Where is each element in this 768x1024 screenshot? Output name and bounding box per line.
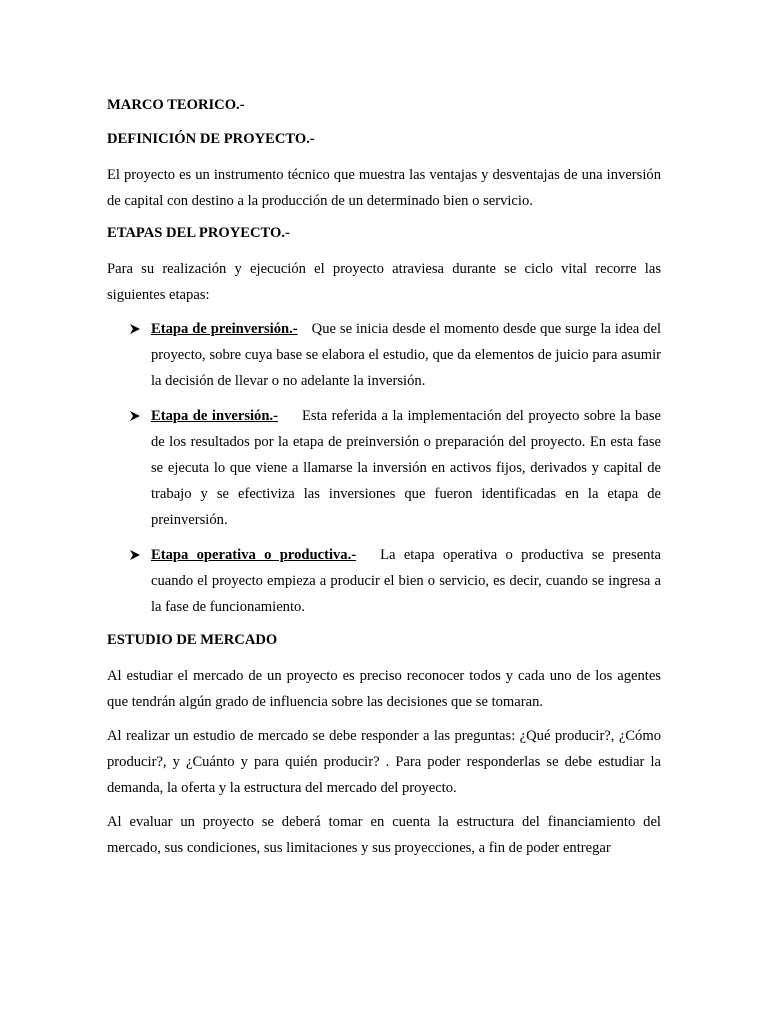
- stage-text-operativa: La etapa operativa o productiva se presenta cuando el proyecto empieza a producir el bien o servicio, es decir, cuando se ingresa a la fase de funcionamiento.: [151, 547, 662, 615]
- stage-item-operativa: [107, 542, 661, 620]
- heading-estudio-mercado: ESTUDIO DE MERCADO: [107, 632, 278, 648]
- arrowhead-bullet-icon: [130, 550, 140, 560]
- stage-text-preinversion: Que se inicia desde el momento desde que surge la idea del proyecto, sobre cuya base se elabora el estudio, que da elementos de juicio para asumir la decisión de llevar o no adelante la inversión.: [151, 321, 661, 389]
- document-body: [107, 94, 661, 869]
- stages-list: [107, 316, 661, 620]
- paragraph-mercado-preguntas: Al realizar un estudio de mercado se debe responder a las preguntas: ¿Qué producir?, ¿Cómo producir?, y ¿Cuánto y para quién producir? . Para poder responderlas se debe estudiar la demanda, la oferta y la estructura del mercado del proyecto.: [107, 728, 661, 796]
- paragraph-mercado-agentes: Al estudiar el mercado de un proyecto es preciso reconocer todos y cada uno de los agentes que tendrán algún grado de influencia sobre las decisiones que se tomaran.: [107, 668, 661, 710]
- stage-term-inversion: Etapa de inversión.-: [151, 408, 278, 424]
- arrowhead-bullet-icon: [130, 411, 140, 421]
- paragraph-definicion: El proyecto es un instrumento técnico que muestra las ventajas y desventajas de una inversión de capital con destino a la producción de un determinado bien o servicio.: [107, 167, 661, 209]
- arrowhead-bullet-icon: [130, 324, 140, 334]
- stage-term-preinversion: Etapa de preinversión.-: [151, 321, 298, 337]
- stage-item-preinversion: [107, 316, 661, 394]
- heading-etapas-proyecto: ETAPAS DEL PROYECTO.-: [107, 225, 290, 241]
- paragraph-etapas-intro: Para su realización y ejecución el proyecto atraviesa durante se ciclo vital recorre las siguientes etapas:: [107, 261, 661, 303]
- heading-marco-teorico: MARCO TEORICO.-: [107, 97, 245, 113]
- stage-text-inversion: Esta referida a la implementación del proyecto sobre la base de los resultados por la etapa de preinversión o preparación del proyecto. En esta fase se ejecuta lo que viene a llamarse la inversión en activos fijos, derivados y capital de trabajo y se efectiviza las inversiones que fueron identificadas en la etapa de preinversión.: [151, 408, 661, 528]
- heading-definicion-proyecto: DEFINICIÓN DE PROYECTO.-: [107, 131, 315, 147]
- paragraph-mercado-financiamiento: Al evaluar un proyecto se deberá tomar en cuenta la estructura del financiamiento del mercado, sus condiciones, sus limitaciones y sus proyecciones, a fin de poder entregar: [107, 814, 661, 856]
- stage-term-operativa: Etapa operativa o productiva.-: [151, 547, 357, 563]
- stage-item-inversion: [107, 403, 661, 533]
